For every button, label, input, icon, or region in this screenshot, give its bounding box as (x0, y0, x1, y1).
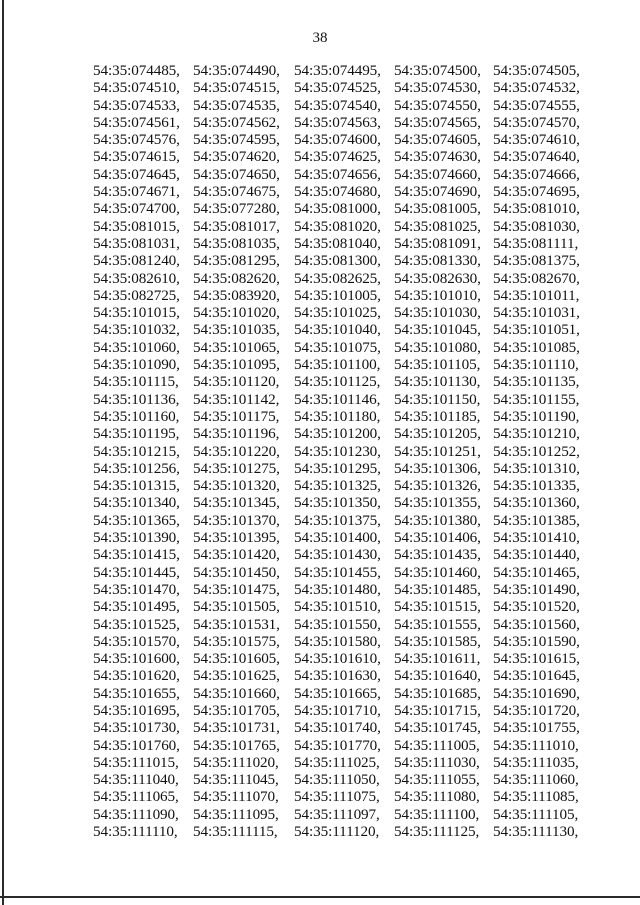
cadastral-number: 54:35:074532, (493, 79, 580, 97)
cadastral-number: 54:35:101095, (193, 356, 280, 374)
cadastral-number: 54:35:111095, (193, 805, 279, 823)
cadastral-number: 54:35:101470, (93, 580, 180, 598)
cadastral-number: 54:35:101030, (394, 304, 481, 322)
cadastral-number: 54:35:101645, (493, 667, 580, 685)
cadastral-number: 54:35:101465, (493, 563, 580, 581)
cadastral-number: 54:35:081030, (493, 217, 580, 235)
cadastral-number: 54:35:101025, (294, 304, 381, 322)
cadastral-number: 54:35:101370, (193, 511, 280, 529)
cadastral-number: 54:35:074525, (294, 79, 381, 97)
cadastral-number: 54:35:101320, (193, 477, 280, 495)
cadastral-number: 54:35:074650, (193, 165, 280, 183)
cadastral-number: 54:35:081010, (493, 200, 580, 218)
cadastral-number: 54:35:077280, (193, 200, 280, 218)
cadastral-number: 54:35:101610, (294, 650, 381, 668)
cadastral-number: 54:35:074640, (493, 148, 580, 166)
cadastral-number: 54:35:111025, (294, 753, 380, 771)
cadastral-number: 54:35:111055, (394, 771, 480, 789)
cadastral-number: 54:35:081330, (394, 252, 481, 270)
cadastral-number: 54:35:101155, (493, 390, 580, 408)
cadastral-number: 54:35:101531, (193, 615, 280, 633)
cadastral-number: 54:35:081300, (294, 252, 381, 270)
cadastral-number: 54:35:082610, (93, 269, 180, 287)
cadastral-number: 54:35:101130, (394, 373, 481, 391)
cadastral-number: 54:35:101520, (493, 598, 580, 616)
cadastral-number: 54:35:111035, (493, 753, 579, 771)
cadastral-number: 54:35:074695, (493, 183, 580, 201)
cadastral-number: 54:35:101385, (493, 511, 580, 529)
cadastral-number: 54:35:101615, (493, 650, 580, 668)
cadastral-number: 54:35:074561, (93, 113, 180, 131)
cadastral-number: 54:35:111050, (294, 771, 380, 789)
cadastral-number: 54:35:101395, (193, 529, 280, 547)
cadastral-number: 54:35:081295, (193, 252, 280, 270)
cadastral-number: 54:35:101580, (294, 632, 381, 650)
cadastral-number: 54:35:101256, (93, 459, 180, 477)
cadastral-number: 54:35:074700, (93, 200, 180, 218)
cadastral-number: 54:35:101690, (493, 684, 580, 702)
cadastral-number: 54:35:101495, (93, 598, 180, 616)
cadastral-number: 54:35:101105, (394, 356, 481, 374)
cadastral-number: 54:35:101475, (193, 580, 280, 598)
cadastral-number: 54:35:101360, (493, 494, 580, 512)
cadastral-number: 54:35:101665, (294, 684, 381, 702)
cadastral-number: 54:35:101380, (394, 511, 481, 529)
cadastral-number: 54:35:101731, (193, 719, 280, 737)
cadastral-number: 54:35:101715, (394, 701, 481, 719)
cadastral-number: 54:35:101555, (394, 615, 481, 633)
cadastral-number: 54:35:074610, (493, 131, 580, 149)
cadastral-number: 54:35:101065, (193, 338, 280, 356)
cadastral-number: 54:35:101730, (93, 719, 180, 737)
cadastral-number: 54:35:074550, (394, 96, 481, 114)
cadastral-number: 54:35:101740, (294, 719, 381, 737)
cadastral-number: 54:35:101325, (294, 477, 381, 495)
cadastral-number: 54:35:101660, (193, 684, 280, 702)
cadastral-number: 54:35:111110, (93, 823, 178, 841)
cadastral-number: 54:35:101720, (493, 701, 580, 719)
cadastral-number: 54:35:101600, (93, 650, 180, 668)
cadastral-number: 54:35:101340, (93, 494, 180, 512)
cadastral-number: 54:35:074505, (493, 62, 580, 79)
cadastral-number: 54:35:101100, (294, 356, 381, 374)
cadastral-number: 54:35:101220, (193, 442, 280, 460)
cadastral-number: 54:35:101120, (193, 373, 280, 391)
cadastral-number: 54:35:074595, (193, 131, 280, 149)
cadastral-number: 54:35:101620, (93, 667, 180, 685)
cadastral-number: 54:35:074515, (193, 79, 280, 97)
cadastral-number: 54:35:101090, (93, 356, 180, 374)
cadastral-number: 54:35:074656, (294, 165, 381, 183)
scan-edge-left (2, 0, 4, 905)
cadastral-number: 54:35:101345, (193, 494, 280, 512)
cadastral-number: 54:35:074671, (93, 183, 180, 201)
cadastral-number: 54:35:101085, (493, 338, 580, 356)
cadastral-number: 54:35:101590, (493, 632, 580, 650)
cadastral-number: 54:35:101570, (93, 632, 180, 650)
cadastral-number: 54:35:081240, (93, 252, 180, 270)
cadastral-number: 54:35:101440, (493, 546, 580, 564)
cadastral-number: 54:35:111065, (93, 788, 179, 806)
cadastral-number: 54:35:111075, (294, 788, 380, 806)
cadastral-number: 54:35:083920, (193, 286, 280, 304)
cadastral-number: 54:35:101350, (294, 494, 381, 512)
cadastral-number: 54:35:074666, (493, 165, 580, 183)
cadastral-number: 54:35:101051, (493, 321, 580, 339)
cadastral-number: 54:35:101275, (193, 459, 280, 477)
cadastral-number: 54:35:074540, (294, 96, 381, 114)
cadastral-number: 54:35:111105, (493, 805, 579, 823)
cadastral-number: 54:35:101175, (193, 407, 280, 425)
cadastral-number: 54:35:101195, (93, 425, 180, 443)
cadastral-number: 54:35:082670, (493, 269, 580, 287)
cadastral-number: 54:35:101410, (493, 529, 580, 547)
cadastral-number: 54:35:101252, (493, 442, 580, 460)
cadastral-number: 54:35:101560, (493, 615, 580, 633)
cadastral-number: 54:35:101031, (493, 304, 580, 322)
cadastral-number: 54:35:101365, (93, 511, 180, 529)
cadastral-number: 54:35:101605, (193, 650, 280, 668)
cadastral-number: 54:35:101020, (193, 304, 280, 322)
cadastral-number: 54:35:074690, (394, 183, 481, 201)
cadastral-number: 54:35:082620, (193, 269, 280, 287)
cadastral-number: 54:35:074645, (93, 165, 180, 183)
cadastral-number: 54:35:101575, (193, 632, 280, 650)
cadastral-number: 54:35:074565, (394, 113, 481, 131)
cadastral-number: 54:35:101045, (394, 321, 481, 339)
cadastral-number: 54:35:101326, (394, 477, 481, 495)
cadastral-number: 54:35:111080, (394, 788, 480, 806)
cadastral-number: 54:35:074562, (193, 113, 280, 131)
cadastral-number: 54:35:101185, (394, 407, 481, 425)
cadastral-number: 54:35:101150, (394, 390, 481, 408)
cadastral-number: 54:35:111120, (294, 823, 380, 841)
cadastral-number: 54:35:074660, (394, 165, 481, 183)
cadastral-number: 54:35:101306, (394, 459, 481, 477)
cadastral-number: 54:35:101430, (294, 546, 381, 564)
cadastral-number: 54:35:101190, (493, 407, 580, 425)
cadastral-number: 54:35:101770, (294, 736, 381, 754)
scan-edge-bottom (0, 896, 640, 898)
cadastral-number: 54:35:101400, (294, 529, 381, 547)
cadastral-number: 54:35:101485, (394, 580, 481, 598)
cadastral-number: 54:35:101010, (394, 286, 481, 304)
cadastral-number: 54:35:074485, (93, 62, 180, 79)
cadastral-number: 54:35:111115, (193, 823, 278, 841)
cadastral-number: 54:35:101460, (394, 563, 481, 581)
cadastral-number: 54:35:074576, (93, 131, 180, 149)
cadastral-number: 54:35:081005, (394, 200, 481, 218)
cadastral-number: 54:35:101765, (193, 736, 280, 754)
cadastral-number: 54:35:101375, (294, 511, 381, 529)
cadastral-number: 54:35:082630, (394, 269, 481, 287)
cadastral-number: 54:35:101035, (193, 321, 280, 339)
cadastral-number-list (93, 62, 593, 840)
cadastral-number: 54:35:101215, (93, 442, 180, 460)
cadastral-number: 54:35:101335, (493, 477, 580, 495)
cadastral-number: 54:35:111005, (394, 736, 480, 754)
cadastral-number: 54:35:111030, (394, 753, 480, 771)
cadastral-number: 54:35:111020, (193, 753, 279, 771)
cadastral-number: 54:35:101525, (93, 615, 180, 633)
cadastral-number: 54:35:111125, (394, 823, 480, 841)
cadastral-number: 54:35:082625, (294, 269, 381, 287)
cadastral-number: 54:35:074490, (193, 62, 280, 79)
cadastral-number: 54:35:082725, (93, 286, 180, 304)
cadastral-number: 54:35:101310, (493, 459, 580, 477)
cadastral-number: 54:35:074533, (93, 96, 180, 114)
cadastral-number: 54:35:101142, (193, 390, 280, 408)
cadastral-number: 54:35:101611, (394, 650, 481, 668)
cadastral-number: 54:35:101032, (93, 321, 180, 339)
cadastral-number: 54:35:081025, (394, 217, 481, 235)
cadastral-number: 54:35:111045, (193, 771, 279, 789)
cadastral-number: 54:35:101515, (394, 598, 481, 616)
cadastral-number: 54:35:101080, (394, 338, 481, 356)
cadastral-number: 54:35:101200, (294, 425, 381, 443)
cadastral-number: 54:35:101710, (294, 701, 381, 719)
cadastral-number: 54:35:101125, (294, 373, 381, 391)
cadastral-number: 54:35:101450, (193, 563, 280, 581)
cadastral-number: 54:35:111040, (93, 771, 179, 789)
cadastral-number: 54:35:101060, (93, 338, 180, 356)
cadastral-number: 54:35:101110, (493, 356, 579, 374)
cadastral-number: 54:35:111100, (394, 805, 480, 823)
cadastral-number: 54:35:101415, (93, 546, 180, 564)
cadastral-number: 54:35:081031, (93, 234, 180, 252)
cadastral-number: 54:35:081017, (193, 217, 280, 235)
cadastral-number: 54:35:101685, (394, 684, 481, 702)
cadastral-number: 54:35:081015, (93, 217, 180, 235)
cadastral-number: 54:35:101655, (93, 684, 180, 702)
cadastral-number: 54:35:074630, (394, 148, 481, 166)
cadastral-number: 54:35:074563, (294, 113, 381, 131)
cadastral-number: 54:35:101040, (294, 321, 381, 339)
cadastral-number: 54:35:101760, (93, 736, 180, 754)
cadastral-number: 54:35:101230, (294, 442, 381, 460)
cadastral-number: 54:35:074625, (294, 148, 381, 166)
cadastral-number: 54:35:101146, (294, 390, 381, 408)
cadastral-number: 54:35:101295, (294, 459, 381, 477)
cadastral-number: 54:35:081375, (493, 252, 580, 270)
cadastral-number: 54:35:101625, (193, 667, 280, 685)
cadastral-number: 54:35:111097, (294, 805, 380, 823)
cadastral-number: 54:35:101136, (93, 390, 180, 408)
cadastral-number: 54:35:101210, (493, 425, 580, 443)
cadastral-number: 54:35:101510, (294, 598, 381, 616)
cadastral-number: 54:35:101505, (193, 598, 280, 616)
cadastral-number: 54:35:101755, (493, 719, 580, 737)
cadastral-number: 54:35:081035, (193, 234, 280, 252)
cadastral-number: 54:35:074600, (294, 131, 381, 149)
cadastral-number: 54:35:101011, (493, 286, 580, 304)
cadastral-number: 54:35:101160, (93, 407, 180, 425)
cadastral-number: 54:35:111130, (493, 823, 579, 841)
cadastral-number: 54:35:074500, (394, 62, 481, 79)
cadastral-number: 54:35:074530, (394, 79, 481, 97)
cadastral-number: 54:35:101196, (193, 425, 280, 443)
cadastral-number: 54:35:101630, (294, 667, 381, 685)
cadastral-number: 54:35:074620, (193, 148, 280, 166)
cadastral-number: 54:35:101745, (394, 719, 481, 737)
cadastral-number: 54:35:081091, (394, 234, 481, 252)
cadastral-number: 54:35:101480, (294, 580, 381, 598)
cadastral-number: 54:35:101205, (394, 425, 481, 443)
cadastral-number: 54:35:101490, (493, 580, 580, 598)
cadastral-number: 54:35:111070, (193, 788, 279, 806)
cadastral-number: 54:35:101251, (394, 442, 481, 460)
cadastral-number: 54:35:074605, (394, 131, 481, 149)
cadastral-number: 54:35:081020, (294, 217, 381, 235)
page-number: 38 (312, 30, 328, 46)
cadastral-number: 54:35:074535, (193, 96, 280, 114)
cadastral-number: 54:35:081111, (493, 234, 579, 252)
cadastral-number: 54:35:101640, (394, 667, 481, 685)
cadastral-number: 54:35:111010, (493, 736, 579, 754)
cadastral-number: 54:35:111090, (93, 805, 179, 823)
cadastral-number: 54:35:101355, (394, 494, 481, 512)
cadastral-number: 54:35:101445, (93, 563, 180, 581)
cadastral-number: 54:35:101705, (193, 701, 280, 719)
cadastral-number: 54:35:101585, (394, 632, 481, 650)
cadastral-number: 54:35:074510, (93, 79, 180, 97)
cadastral-number: 54:35:074555, (493, 96, 580, 114)
cadastral-number: 54:35:074680, (294, 183, 381, 201)
cadastral-number: 54:35:101550, (294, 615, 381, 633)
cadastral-number: 54:35:101115, (93, 373, 179, 391)
cadastral-number: 54:35:101406, (394, 529, 481, 547)
cadastral-number: 54:35:101315, (93, 477, 180, 495)
cadastral-number: 54:35:101695, (93, 701, 180, 719)
cadastral-number: 54:35:101455, (294, 563, 381, 581)
cadastral-number: 54:35:101005, (294, 286, 381, 304)
cadastral-number: 54:35:101435, (394, 546, 481, 564)
cadastral-number: 54:35:111015, (93, 753, 179, 771)
cadastral-number: 54:35:074570, (493, 113, 580, 131)
cadastral-number: 54:35:101135, (493, 373, 580, 391)
cadastral-number: 54:35:081040, (294, 234, 381, 252)
cadastral-number: 54:35:101180, (294, 407, 381, 425)
cadastral-number: 54:35:074495, (294, 62, 381, 79)
cadastral-number: 54:35:101390, (93, 529, 180, 547)
cadastral-number: 54:35:111060, (493, 771, 579, 789)
cadastral-number: 54:35:101075, (294, 338, 381, 356)
cadastral-number: 54:35:111085, (493, 788, 579, 806)
cadastral-number: 54:35:101420, (193, 546, 280, 564)
cadastral-number: 54:35:074615, (93, 148, 180, 166)
cadastral-number: 54:35:074675, (193, 183, 280, 201)
cadastral-number: 54:35:101015, (93, 304, 180, 322)
cadastral-number: 54:35:081000, (294, 200, 381, 218)
